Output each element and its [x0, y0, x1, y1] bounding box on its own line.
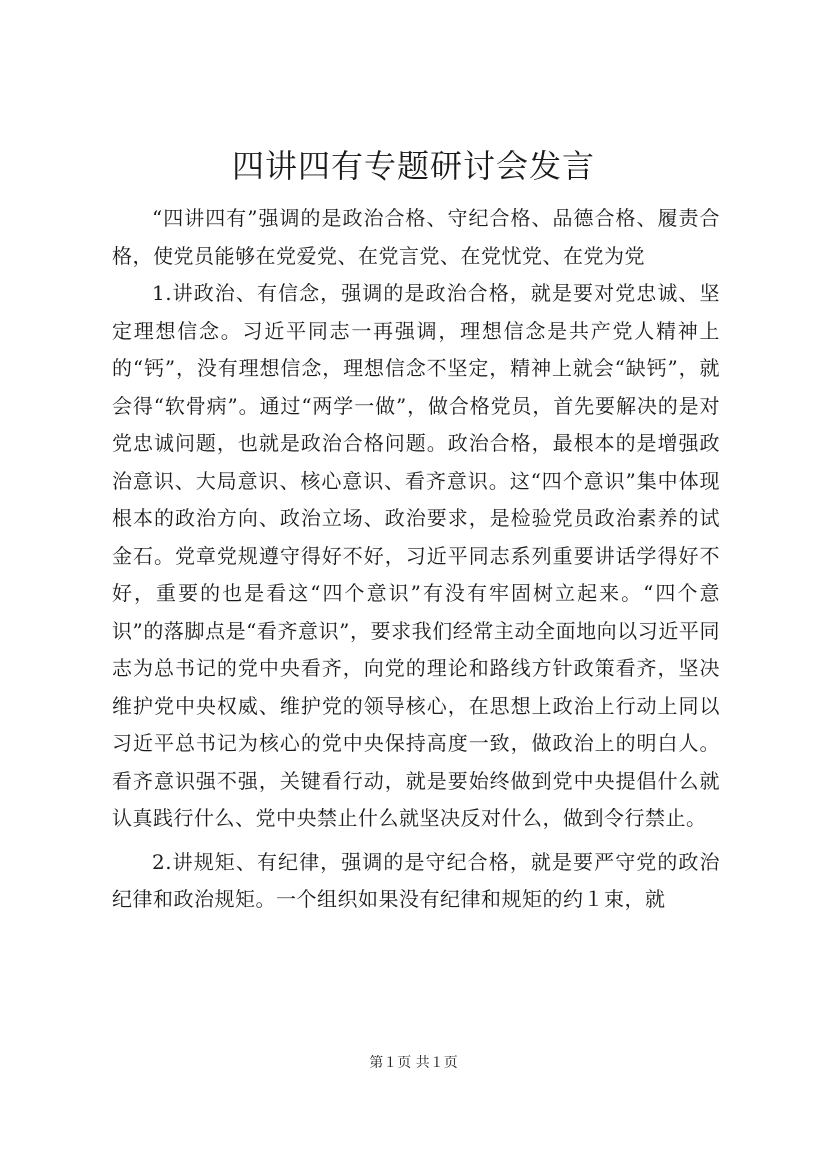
- document-body: [112, 200, 720, 919]
- paragraph-intro: “四讲四有”强调的是政治合格、守纪合格、品德合格、履责合格，使党员能够在党爱党、在党言党、在党忧党、在党为党: [112, 206, 720, 268]
- document-title: 四讲四有专题研讨会发言: [231, 147, 595, 185]
- paragraph-section-2: 2.讲规矩、有纪律，强调的是守纪合格，就是要严守党的政治纪律和政治规矩。一个组织如果没有纪律和规矩的约１束，就: [112, 849, 720, 911]
- paragraph-section-1: 1.讲政治、有信念，强调的是政治合格，就是要对党忠诚、坚定理想信念。习近平同志一再强调，理想信念是共产党人精神上的“钙”，没有理想信念，理想信念不坚定，精神上就会“缺钙”，就会得“软骨病”。通过“两学一做”，做合格党员，首先要解决的是对党忠诚问题，也就是政治合格问题。政治合格，最根本的是增强政治意识、大局意识、核心意识、看齐意识。这“四个意识”集中体现根本的政治方向、政治立场、政治要求，是检验党员政治素养的试金石。党章党规遵守得好不好，习近平同志系列重要讲话学得好不好，重要的也是看这“四个意识”有没有牢固树立起来。“四个意识”的落脚点是“看齐意识”，要求我们经常主动全面地向以习近平同志为总书记的党中央看齐，向党的理论和路线方针政策看齐，坚决维护党中央权威、维护党的领导核心，在思想上政治上行动上同以习近平总书记为核心的党中央保持高度一致，做政治上的明白人。看齐意识强不强，关键看行动，就是要始终做到党中央提倡什么就认真践行什么、党中央禁止什么就坚决反对什么，做到令行禁止。: [112, 281, 720, 830]
- page-footer: 第１页 共１页: [369, 1055, 458, 1071]
